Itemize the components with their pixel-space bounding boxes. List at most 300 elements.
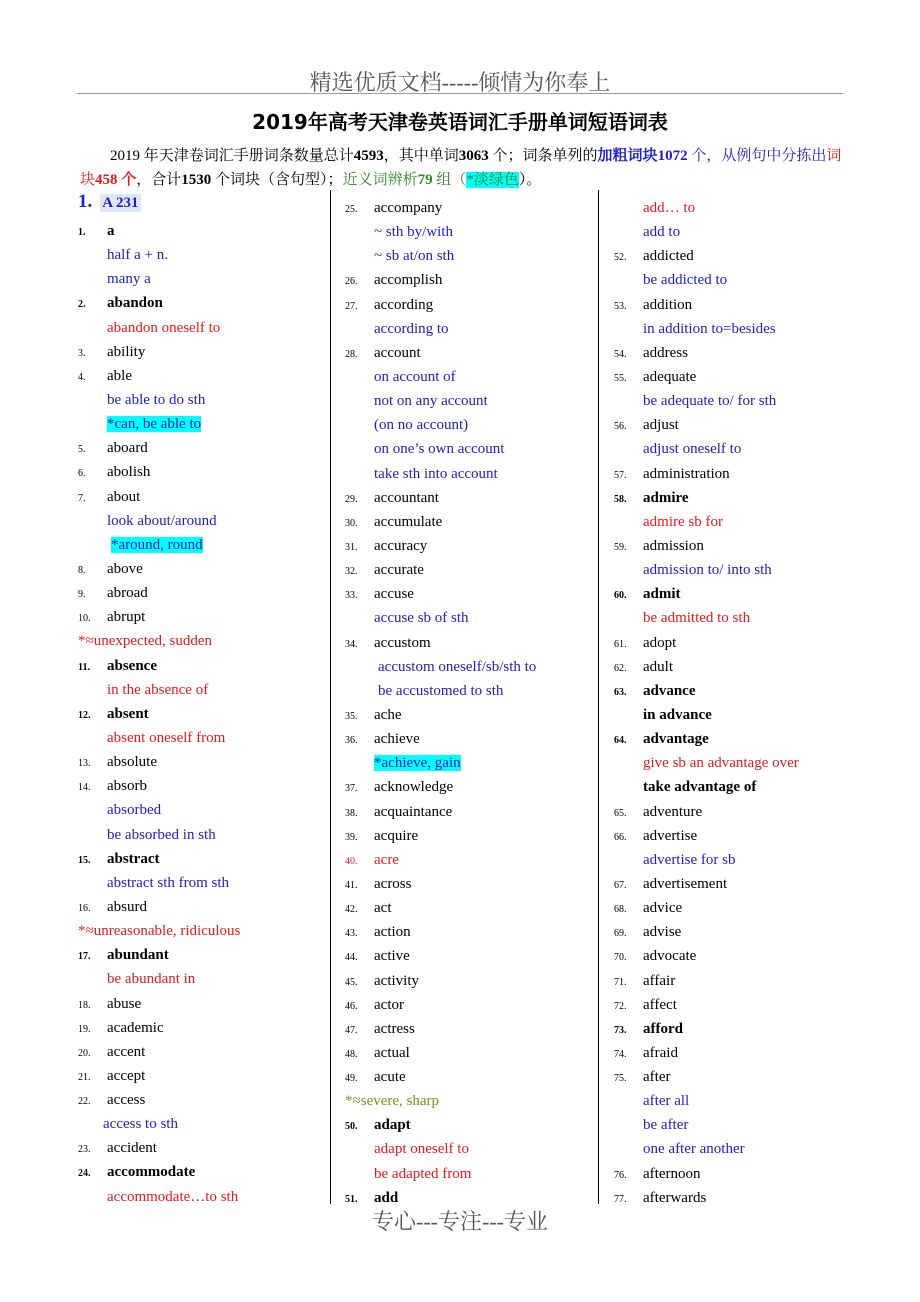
entry-number: 65. xyxy=(614,807,627,819)
entry-phrase: be admitted to sth xyxy=(643,610,751,627)
entry-phrase: adjust oneself to xyxy=(643,441,742,458)
entry-phrase: add… to xyxy=(643,200,696,216)
entry-word: accept xyxy=(107,1067,146,1084)
word-entry xyxy=(345,582,595,606)
word-entry xyxy=(614,944,864,968)
entry-word: activity xyxy=(374,972,419,989)
entry-word: acquaintance xyxy=(374,803,453,820)
word-entry xyxy=(614,1065,864,1089)
entry-number: 23. xyxy=(78,1144,91,1156)
entry-word: adult xyxy=(643,658,673,675)
phrase-entry xyxy=(78,243,328,267)
entry-word: addition xyxy=(643,296,693,313)
phrase-entry xyxy=(345,220,595,244)
phrase-entry xyxy=(614,606,864,630)
entry-phrase: on account of xyxy=(374,368,456,385)
phrase-entry xyxy=(614,703,864,727)
entry-word: a xyxy=(107,223,115,239)
word-entry xyxy=(345,993,595,1017)
entry-number: 55. xyxy=(614,372,627,384)
phrase-entry xyxy=(345,437,595,461)
phrase-entry xyxy=(78,629,328,653)
entry-number: 69. xyxy=(614,928,627,940)
entry-number: 37. xyxy=(345,783,358,795)
word-entry xyxy=(614,462,864,486)
phrase-entry xyxy=(78,1112,328,1136)
word-entry xyxy=(614,679,864,703)
entry-word: accumulate xyxy=(374,513,443,530)
entry-word: achieve xyxy=(374,731,420,748)
column-divider xyxy=(598,190,599,1204)
phrase-entry xyxy=(345,751,595,775)
phrase-entry xyxy=(614,775,864,799)
entry-number: 57. xyxy=(614,469,627,481)
entry-number: 76. xyxy=(614,1169,627,1181)
entry-number: 6. xyxy=(78,468,86,480)
word-entry xyxy=(345,727,595,751)
entry-phrase: add to xyxy=(643,224,681,241)
section-number: 1. xyxy=(78,191,93,212)
entry-word: afterwards xyxy=(643,1189,707,1206)
phrase-entry xyxy=(78,412,328,436)
entry-number: 56. xyxy=(614,421,627,433)
entry-word: advocate xyxy=(643,948,697,965)
phrase-entry xyxy=(78,967,328,991)
entry-word: accomplish xyxy=(374,272,443,289)
header-divider xyxy=(77,93,843,94)
entry-number: 11. xyxy=(78,661,90,673)
word-entry xyxy=(345,775,595,799)
entry-word: affair xyxy=(643,972,676,989)
entry-word: after xyxy=(643,1069,671,1086)
entry-word: adjust xyxy=(643,417,679,434)
entry-word: absent xyxy=(107,705,149,722)
word-entry xyxy=(345,800,595,824)
entry-number: 49. xyxy=(345,1073,358,1085)
entry-word: accountant xyxy=(374,489,439,506)
intro-text: 2019 年天津卷词汇手册词条数量总计 xyxy=(110,148,354,164)
phrase-entry xyxy=(614,437,864,461)
entry-phrase: take sth into account xyxy=(374,465,498,482)
entry-word: affect xyxy=(643,996,677,1013)
phrase-count: 1530 xyxy=(181,172,212,188)
entry-phrase: in the absence of xyxy=(107,681,209,698)
entry-number: 39. xyxy=(345,831,358,843)
entry-phrase: absent oneself from xyxy=(107,729,226,746)
entry-word: admire xyxy=(643,489,689,506)
entry-phrase: according to xyxy=(374,320,449,337)
word-entry xyxy=(78,1136,328,1160)
entry-phrase: not on any account xyxy=(374,393,488,410)
entry-word: action xyxy=(374,924,411,941)
total-count: 4593 xyxy=(353,148,384,164)
phrase-entry xyxy=(78,316,328,340)
phrase-entry xyxy=(78,798,328,822)
entry-word: accuracy xyxy=(374,537,428,554)
entry-phrase: accustom oneself/sb/sth to xyxy=(378,658,537,675)
entry-number: 2. xyxy=(78,299,86,311)
entry-number: 67. xyxy=(614,879,627,891)
entry-word: absorb xyxy=(107,778,147,795)
phrase-entry xyxy=(614,751,864,775)
entry-number: 30. xyxy=(345,517,358,529)
word-entry xyxy=(345,848,595,872)
word-entry xyxy=(78,291,328,315)
entry-number: 15. xyxy=(78,854,91,866)
chunk-label: 词块 xyxy=(80,148,842,188)
entry-number: 60. xyxy=(614,590,627,602)
word-entry xyxy=(345,196,595,220)
entry-number: 32. xyxy=(345,566,358,578)
phrase-entry xyxy=(614,196,864,220)
entry-word: actor xyxy=(374,996,404,1013)
entry-word: acute xyxy=(374,1069,406,1086)
entry-number: 77. xyxy=(614,1193,627,1205)
column-divider xyxy=(330,190,331,1204)
phrase-entry xyxy=(614,1113,864,1137)
entry-phrase: take advantage of xyxy=(643,779,757,796)
entry-number: 22. xyxy=(78,1096,91,1108)
entry-word: advantage xyxy=(643,731,709,748)
bold-chunk-label: 加粗词块 xyxy=(597,148,658,164)
entry-phrase: be addicted to xyxy=(643,272,728,289)
entry-number: 59. xyxy=(614,541,627,553)
entry-number: 66. xyxy=(614,831,627,843)
entry-phrase: be able to do sth xyxy=(107,391,206,408)
word-entry xyxy=(345,1065,595,1089)
entry-word: afford xyxy=(643,1020,683,1037)
entry-number: 48. xyxy=(345,1048,358,1060)
entry-phrase: *can, be able to xyxy=(107,416,202,433)
entry-number: 42. xyxy=(345,904,358,916)
phrase-entry xyxy=(614,848,864,872)
entry-number: 75. xyxy=(614,1073,627,1085)
word-entry xyxy=(78,605,328,629)
word-entry xyxy=(345,486,595,510)
entry-number: 46. xyxy=(345,1000,358,1012)
section-label: A 231 xyxy=(102,195,139,211)
entry-number: 50. xyxy=(345,1121,358,1133)
entry-word: accent xyxy=(107,1043,146,1060)
word-entry xyxy=(614,824,864,848)
word-entry xyxy=(614,365,864,389)
entry-number: 58. xyxy=(614,493,627,505)
word-entry xyxy=(78,1016,328,1040)
chunk-count: 458 xyxy=(95,172,118,188)
entry-number: 17. xyxy=(78,951,91,963)
entry-phrase: accommodate…to sth xyxy=(107,1188,239,1205)
entry-number: 38. xyxy=(345,807,358,819)
entry-number: 36. xyxy=(345,735,358,747)
word-entry xyxy=(614,486,864,510)
entry-phrase: be adequate to/ for sth xyxy=(643,393,777,410)
entry-word: accident xyxy=(107,1140,157,1157)
entry-number: 10. xyxy=(78,613,91,625)
entry-word: acknowledge xyxy=(374,779,454,796)
entry-number: 24. xyxy=(78,1168,91,1180)
word-entry xyxy=(345,1017,595,1041)
synonym-count: 79 xyxy=(417,172,433,188)
word-entry xyxy=(614,1017,864,1041)
entry-word: advertisement xyxy=(643,875,728,892)
entry-word: accompany xyxy=(374,200,443,216)
entry-word: acre xyxy=(374,851,399,868)
word-entry xyxy=(78,340,328,364)
phrase-entry xyxy=(614,1089,864,1113)
entry-number: 73. xyxy=(614,1024,627,1036)
entry-phrase: *≈severe, sharp xyxy=(345,1093,440,1110)
intro-text: 个，从例句中分拣出 xyxy=(687,148,827,164)
intro-text: ，合计 xyxy=(136,172,182,188)
entry-phrase: accuse sb of sth xyxy=(374,610,469,627)
entry-number: 72. xyxy=(614,1000,627,1012)
entry-word: absence xyxy=(107,657,157,674)
entry-number: 43. xyxy=(345,928,358,940)
word-entry xyxy=(614,293,864,317)
entry-phrase: *≈unexpected, sudden xyxy=(78,633,213,650)
chunk-unit: 个 xyxy=(117,172,137,188)
word-entry xyxy=(78,1160,328,1184)
entry-phrase: in advance xyxy=(643,706,712,723)
entry-word: access xyxy=(107,1092,146,1109)
entry-word: advertise xyxy=(643,827,698,844)
entry-word: adequate xyxy=(643,368,697,385)
phrase-entry xyxy=(614,558,864,582)
intro-text: ，其中单词 xyxy=(383,148,459,164)
entry-number: 19. xyxy=(78,1023,91,1035)
word-entry xyxy=(345,920,595,944)
entry-phrase: be absorbed in sth xyxy=(107,826,216,843)
entry-word: account xyxy=(374,344,421,361)
entry-word: afraid xyxy=(643,1044,678,1061)
entry-number: 64. xyxy=(614,735,627,747)
phrase-entry xyxy=(78,871,328,895)
entry-number: 28. xyxy=(345,348,358,360)
entry-word: absolute xyxy=(107,754,157,771)
entry-phrase: adapt oneself to xyxy=(374,1141,469,1158)
entry-word: abroad xyxy=(107,585,148,602)
word-entry xyxy=(345,341,595,365)
entry-word: abundant xyxy=(107,947,169,964)
word-entry xyxy=(614,631,864,655)
word-entry xyxy=(345,510,595,534)
phrase-entry xyxy=(78,678,328,702)
section-heading xyxy=(78,192,328,219)
phrase-entry xyxy=(345,365,595,389)
word-entry xyxy=(614,920,864,944)
entry-word: advance xyxy=(643,682,696,699)
word-entry xyxy=(78,1088,328,1112)
entry-phrase: many a xyxy=(107,271,151,288)
word-entry xyxy=(614,1162,864,1186)
word-count: 3063 xyxy=(458,148,489,164)
phrase-entry xyxy=(78,533,328,557)
entry-number: 51. xyxy=(345,1193,358,1205)
phrase-entry xyxy=(614,389,864,413)
word-entry xyxy=(78,485,328,509)
entry-number: 16. xyxy=(78,902,91,914)
entry-number: 47. xyxy=(345,1024,358,1036)
entry-number: 44. xyxy=(345,952,358,964)
phrase-entry xyxy=(345,317,595,341)
entry-word: adopt xyxy=(643,634,677,651)
entry-phrase: be adapted from xyxy=(374,1165,472,1182)
word-entry xyxy=(345,1113,595,1137)
entry-number: 61. xyxy=(614,638,627,650)
entry-word: add xyxy=(374,1189,399,1206)
entry-phrase: admire sb for xyxy=(643,513,723,530)
entry-number: 45. xyxy=(345,976,358,988)
entry-number: 3. xyxy=(78,347,86,359)
entry-number: 35. xyxy=(345,710,358,722)
entry-phrase: on one’s own account xyxy=(374,441,505,458)
phrase-entry xyxy=(78,823,328,847)
entry-word: actress xyxy=(374,1020,415,1037)
entry-number: 9. xyxy=(78,589,86,601)
entry-word: accommodate xyxy=(107,1164,196,1181)
entry-phrase: in addition to=besides xyxy=(643,320,776,337)
word-entry xyxy=(614,413,864,437)
word-entry xyxy=(78,581,328,605)
entry-number: 74. xyxy=(614,1048,627,1060)
entry-number: 62. xyxy=(614,662,627,674)
entry-phrase: *around, round xyxy=(111,536,203,553)
entry-number: 71. xyxy=(614,976,627,988)
entry-word: according xyxy=(374,296,434,313)
entry-phrase: abandon oneself to xyxy=(107,319,221,336)
entry-number: 18. xyxy=(78,999,91,1011)
entry-phrase: ~ sth by/with xyxy=(374,224,453,241)
entry-word: ache xyxy=(374,706,402,723)
entry-number: 14. xyxy=(78,782,91,794)
word-entry xyxy=(614,727,864,751)
entry-number: 13. xyxy=(78,758,91,770)
word-entry xyxy=(345,631,595,655)
entry-phrase: give sb an advantage over xyxy=(643,755,799,772)
word-entry xyxy=(78,943,328,967)
entry-number: 68. xyxy=(614,904,627,916)
intro-paragraph xyxy=(80,144,845,192)
phrase-entry xyxy=(345,413,595,437)
word-entry xyxy=(78,774,328,798)
word-entry xyxy=(345,534,595,558)
entry-word: admit xyxy=(643,586,681,603)
intro-text: ）。 xyxy=(518,172,542,188)
entry-number: 7. xyxy=(78,492,86,504)
phrase-entry xyxy=(614,268,864,292)
entry-phrase: be abundant in xyxy=(107,971,196,988)
word-entry xyxy=(78,364,328,388)
entry-number: 27. xyxy=(345,300,358,312)
word-entry xyxy=(614,993,864,1017)
entry-number: 31. xyxy=(345,541,358,553)
word-entry xyxy=(78,1040,328,1064)
document-title: 2019年高考天津卷英语词汇手册单词短语词表 xyxy=(252,110,668,134)
entry-word: accuse xyxy=(374,586,414,603)
word-entry xyxy=(614,341,864,365)
word-entry xyxy=(614,582,864,606)
word-entry xyxy=(614,872,864,896)
word-entry xyxy=(345,896,595,920)
entry-number: 29. xyxy=(345,493,358,505)
entry-number: 8. xyxy=(78,564,86,576)
intro-text: 个词块（含句型）； xyxy=(211,172,343,188)
entry-word: active xyxy=(374,948,410,965)
entry-word: adventure xyxy=(643,803,703,820)
word-entry xyxy=(78,219,328,243)
word-entry xyxy=(345,969,595,993)
phrase-entry xyxy=(614,220,864,244)
word-entry xyxy=(78,702,328,726)
entry-number: 70. xyxy=(614,952,627,964)
word-entry xyxy=(345,558,595,582)
phrase-entry xyxy=(78,509,328,533)
word-entry xyxy=(614,1041,864,1065)
entry-word: act xyxy=(374,900,392,917)
intro-text: （ xyxy=(451,172,467,188)
entry-word: academic xyxy=(107,1019,164,1036)
entry-number: 40. xyxy=(345,855,358,867)
page-footer: 专心---专注---专业 xyxy=(372,1209,548,1234)
entry-phrase: be accustomed to sth xyxy=(378,682,504,699)
entry-word: absurd xyxy=(107,898,147,915)
phrase-entry xyxy=(78,726,328,750)
entry-number: 5. xyxy=(78,444,86,456)
entry-number: 54. xyxy=(614,348,627,360)
entry-word: advice xyxy=(643,900,683,917)
entry-phrase: absorbed xyxy=(107,802,162,819)
entry-phrase: advertise for sb xyxy=(643,851,736,868)
word-entry xyxy=(345,944,595,968)
word-entry xyxy=(614,534,864,558)
phrase-entry xyxy=(78,267,328,291)
entry-word: across xyxy=(374,875,412,892)
word-entry xyxy=(78,847,328,871)
word-entry xyxy=(345,1041,595,1065)
synonym-label: 近义词辨析 xyxy=(342,172,418,188)
entry-word: abstract xyxy=(107,850,160,867)
phrase-entry xyxy=(345,679,595,703)
entry-phrase: *achieve, gain xyxy=(374,755,461,772)
word-entry xyxy=(78,557,328,581)
word-entry xyxy=(345,824,595,848)
entry-number: 12. xyxy=(78,709,91,721)
entry-word: adapt xyxy=(374,1117,411,1134)
word-entry xyxy=(345,293,595,317)
entry-word: acquire xyxy=(374,827,419,844)
entry-word: abuse xyxy=(107,995,142,1012)
entry-phrase: abstract sth from sth xyxy=(107,874,230,891)
entry-phrase: be after xyxy=(643,1117,689,1134)
entry-word: addicted xyxy=(643,248,694,265)
entry-number: 63. xyxy=(614,686,627,698)
entry-number: 33. xyxy=(345,590,358,602)
entry-word: advise xyxy=(643,924,682,941)
phrase-entry xyxy=(78,919,328,943)
word-entry xyxy=(614,244,864,268)
word-column-2 xyxy=(345,196,595,1210)
entry-number: 1. xyxy=(78,227,86,238)
word-entry xyxy=(78,992,328,1016)
entry-phrase: *≈unreasonable, ridiculous xyxy=(78,923,241,940)
entry-number: 53. xyxy=(614,300,627,312)
entry-number: 25. xyxy=(345,204,358,215)
phrase-entry xyxy=(345,655,595,679)
word-entry xyxy=(78,895,328,919)
entry-number: 52. xyxy=(614,252,627,264)
phrase-entry xyxy=(614,510,864,534)
phrase-entry xyxy=(614,1137,864,1161)
